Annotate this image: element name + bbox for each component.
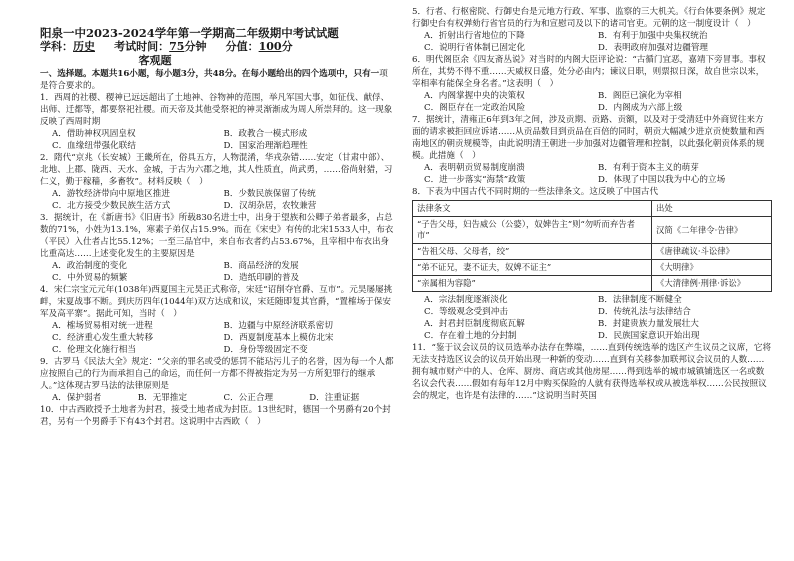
question-10-options (424, 318, 772, 342)
question-9: 9．古罗马《民法大全》规定：“父亲的罪名或受的惩罚不能玷污儿子的名誉，因为每一个人都应按照自己的行为而承担自己的命运，而任何一方都不得被指定为另一方所犯罪行的继承人。”这体现古罗马法的法律原则是 (40, 357, 394, 391)
subject-value: 历史 (73, 40, 95, 53)
table-cell: 《大明律》 (652, 260, 772, 276)
option[interactable]: B．有利于资本主义的萌芽 (598, 163, 699, 173)
table-cell: “弟不证兄，妻不证夫，奴婢不证主” (413, 260, 652, 276)
table-row (413, 276, 772, 292)
question-11: 11．“鉴于议会议员的议员选举办法存在弊端，……直到传统选举的选区产生议员之议席，它将无法支持选区议会的议员开始出现一种新的变动……直到有关移参加联邦议会议员的人数……拥有城市财产中的人、仓库、厨房、商店或其他房屋……得到选举的城市城镇铺选区一名或数名议会代表……假如有每年12月中购买保险的人就有获得选举权或从被选举权……公民按照议会的规定，也许是有法律的……”这说明当时英国 (412, 343, 772, 401)
option[interactable]: C．等级观念受到冲击 (424, 307, 508, 317)
option[interactable]: B．法律制度不断健全 (598, 295, 682, 305)
table-cell: 《大清律例·刑律·诉讼》 (652, 276, 772, 292)
table-row (413, 244, 772, 260)
question-5-options (424, 30, 772, 54)
option[interactable]: C．血缘纽带强化联结 (52, 141, 136, 151)
question-4: 4．宋仁宗宝元元年(1038年)西夏国主元昊正式称帝，宋廷“诏削夺官爵、互市”。元昊屡屡挑衅，宋夏战事不断。到庆历四年(1044年)双方达成和议，宋廷随即复其官爵，“置榷场于保安军及高平寨”。据此可知，当时（ ） (40, 285, 393, 319)
option[interactable]: C．进一步落实“海禁”政策 (424, 175, 526, 185)
option[interactable]: D．内阁成为六部上级 (598, 103, 683, 113)
table-cell: 《唐律疏议·斗讼律》 (652, 244, 772, 260)
score-unit: 分 (281, 40, 293, 53)
option[interactable]: C．存在着土地的分封制 (424, 331, 517, 341)
option[interactable]: D．民族国家意识开始出现 (598, 331, 700, 341)
option[interactable]: A．折射出行省地位的下降 (424, 31, 525, 41)
question-2-options (52, 188, 395, 212)
option[interactable]: C．北方接受少数民族生活方式 (52, 201, 171, 211)
table-header-cell: 法律条文 (413, 201, 652, 217)
option[interactable]: D．传统礼法与法律结合 (598, 307, 691, 317)
option[interactable]: C．伦理文化施行相当 (52, 345, 136, 355)
option[interactable]: B．有利于加强中央集权统治 (598, 31, 708, 41)
question-4-options (52, 320, 395, 356)
question-2: 2．隋代“京兆（长安城）王畿所在，俗具五方，人物混淆，华戎杂错……安定（甘肃中部）、北地、上郡、陇西、天水、金城，于古为六郡之地，其人性质直，尚武勇，……俗尚射猎，习仁义，勤于稼穑，多畜牧”。材料反映（ ） (40, 153, 393, 187)
question-6: 6．明代阁臣余《四友斋丛说》对当时的内阁大臣评论说：“古循门宜恶，嘉靖下旁冒事。事权所在，其势不得不重……天威权日盛，处分必由内；谏议日职，则票拟日深，故自世宗以来，宰相率有能保全身名者。”这表明（ ） (412, 55, 766, 89)
option[interactable]: D．体现了中国以我为中心的立场 (598, 175, 726, 185)
option[interactable]: C．中外贸易的频繁 (52, 273, 128, 283)
time-value: 75 (169, 40, 185, 53)
time-unit: 分钟 (184, 40, 207, 53)
exam-title: 阳泉一中2023-2024学年第一学期高二年级期中考试试题 (40, 26, 339, 40)
question-6-options (424, 90, 772, 114)
option[interactable]: A．借助神权巩固皇权 (52, 129, 136, 139)
option[interactable]: C．阁臣存在一定政治风险 (424, 103, 526, 113)
option[interactable]: A．宗法制度逐渐淡化 (424, 295, 508, 305)
option[interactable]: A．表明朝贡贸易制度崩溃 (424, 163, 525, 173)
table-row (413, 217, 772, 244)
section-title: 客观题 (138, 54, 172, 67)
option[interactable]: D．身份等级固定不变 (223, 345, 308, 355)
score-value: 100 (258, 40, 282, 53)
instructions-bold: 一、选择题。本题共16小题，每小题3分，共48分。在每小题给出的四个选项中，只有一 (40, 69, 380, 79)
law-table (412, 200, 772, 292)
table-cell: “告祖父母、父母者，绞” (413, 244, 652, 260)
question-1-options (52, 128, 395, 152)
option[interactable]: D．国家治理渐趋理性 (223, 141, 308, 151)
question-8-options (424, 294, 772, 318)
question-3: 3．据统计，在《新唐书》《旧唐书》所载830名进士中，出身于望族和公卿子弟者最多，占总数的71%，小姓为13.1%，寒素子弟仅占15.9%。而在《宋史》有传的北宋1533人中，布衣（平民）入仕者占比55.12%；一至三品官中，来自布衣者约占53.67%，且宰相中布衣出身比重高达……上述变化发生的主要原因是 (40, 213, 394, 259)
question-9-options (52, 392, 395, 404)
option[interactable]: B．阁臣已演化为宰相 (598, 91, 682, 101)
question-10: 10．中古西欧授予土地者为封君，接受土地者成为封臣。13世纪时，德国一个男爵有20个封君，另有一个男爵手下有43个封君。这说明中古西欧（ ） (40, 405, 391, 427)
table-cell: 汉简《二年律令·告律》 (652, 217, 772, 244)
option[interactable]: D．造纸印刷的普及 (223, 273, 300, 283)
table-header-cell: 出处 (652, 201, 772, 217)
right-column (412, 6, 772, 402)
option[interactable]: C．经济重心发生重大转移 (52, 333, 154, 343)
option[interactable]: D．汉胡杂居，农牧兼营 (223, 201, 317, 211)
option[interactable]: A．保护弱者 (52, 393, 102, 403)
option[interactable]: B．边疆与中原经济联系密切 (223, 321, 333, 331)
instructions-rest: 项是符合要求的。 (40, 69, 388, 91)
option[interactable]: C．说明行省体制已固定化 (424, 43, 526, 53)
table-header-row (413, 201, 772, 217)
table-row (413, 260, 772, 276)
option[interactable]: A．封君封臣制度彻底瓦解 (424, 319, 525, 329)
exam-info-line (40, 40, 395, 54)
question-5: 5．行者、行枢密院、行御史台是元地方行政、军事、监察的三大机关。《行台体要条例》规定行御史台有权弹劾行省官员的行为和宣慰司及以下的诸司官吏。元朝的这一制度设计（ ） (412, 7, 766, 29)
option[interactable]: D．西夏制度基本上模仿北宋 (223, 333, 334, 343)
table-cell: “子告父母，妇告威公（公婆），奴婢告主”则“勿听而弃告者市” (413, 217, 652, 244)
instructions (40, 68, 395, 92)
score-label: 分值： (225, 40, 259, 53)
option[interactable]: C．公正合理 (223, 393, 274, 403)
option[interactable]: B．无罪推定 (137, 393, 188, 403)
question-3-options (52, 260, 395, 284)
option[interactable]: B．商品经济的发展 (223, 261, 299, 271)
question-8: 8．下表为中国古代不同时期的一些法律条文。这反映了中国古代 (412, 187, 659, 197)
option[interactable]: D．表明政府加强对边疆管理 (598, 43, 709, 53)
option[interactable]: B．政教合一模式形成 (223, 129, 308, 139)
option[interactable]: A．政治制度的变化 (52, 261, 127, 271)
option[interactable]: A．游牧经济带向中原地区推进 (52, 189, 170, 199)
option[interactable]: A．榷场贸易相对统一进程 (52, 321, 153, 331)
question-1: 1．西周的社稷、稷神已远远超出了土地神、谷物神的范围，举凡军国大事，如征伐、献俘、出师、迁都等，都要祭祀社稷。而天帝及其他受祭祀的神灵渐渐成为周人所崇拜的。这一现象反映了西周时期 (40, 93, 393, 127)
time-label: 考试时间： (114, 40, 170, 53)
subject-label: 学科： (40, 40, 73, 53)
question-7-options (424, 162, 772, 186)
option[interactable]: B．少数民族保留了传统 (223, 189, 316, 199)
question-7: 7．据统计，清雍正6年到3年之间，涉及贡期、贡路、贡额，以及对于受清廷中外商贸往来方面的请求被拒回应诉诸……从贡品数目到贡品在百倍的同时，朝贡大幅减少进京贡使数量和西南地区的朝贡规模等，由此说明清王朝进一步加强对边疆管理和控制，以此强化朝贡体系的规模。此措施（ ） (412, 115, 765, 161)
option[interactable]: D．注重证据 (309, 393, 360, 403)
table-cell: “亲属相为容隐” (413, 276, 652, 292)
left-column (40, 6, 395, 428)
option[interactable]: A．内阁掌握中央的决策权 (424, 91, 525, 101)
option[interactable]: B．封建贵族力量发展壮大 (598, 319, 699, 329)
